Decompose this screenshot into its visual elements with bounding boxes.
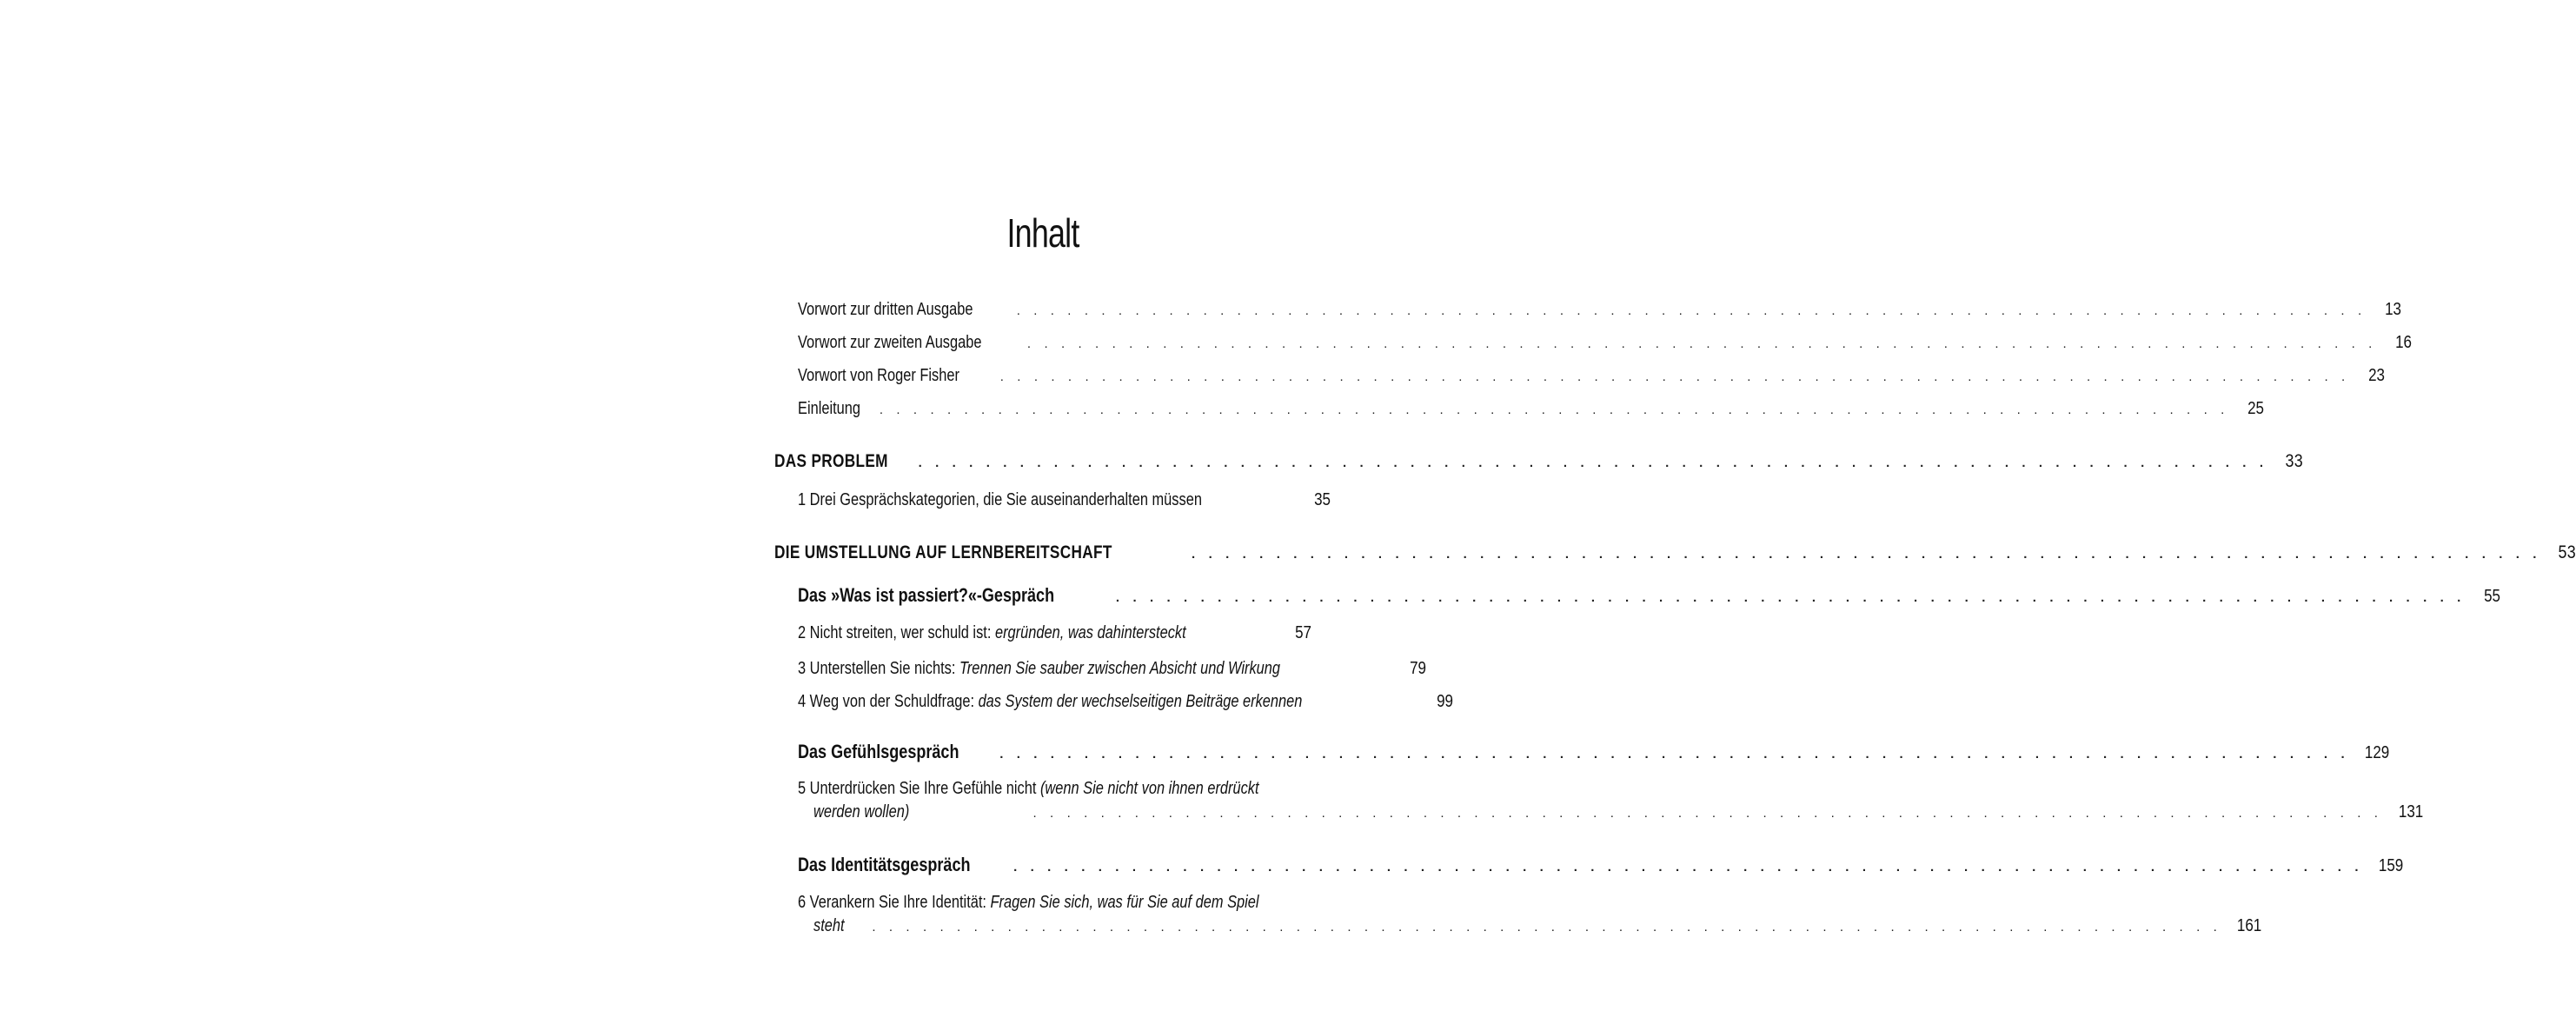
toc-page-number: 79 bbox=[1409, 659, 1426, 678]
chapter-title: 4 Weg von der Schuldfrage: bbox=[798, 692, 979, 711]
toc-entry-label: 1 Drei Gesprächskategorien, die Sie auseinanderhalten müssen bbox=[798, 490, 1202, 509]
toc-chapter[interactable] bbox=[798, 655, 1426, 680]
toc-entry-label: Vorwort von Roger Fisher bbox=[798, 366, 959, 385]
dot-leader: . . . . . . . . . . . . . . . . . . . . . . . . . . . . . . . . . . . . . . . . . . . . . . . . . . . . . . . . . . . . . . . . . . . . . . . . . . . . . . . . bbox=[872, 920, 2222, 935]
toc-entry-label: Vorwort zur dritten Ausgabe bbox=[798, 300, 973, 319]
dot-leader: . . . . . . . . . . . . . . . . . . . . . . . . . . . . . . . . . . . . . . . . . . . . . . . . . . . . . . . . . . . . . . . . . . . . . . . . . . . . . . . . bbox=[1115, 590, 2466, 605]
toc-page-number: 99 bbox=[1436, 692, 1453, 711]
toc-entry[interactable] bbox=[798, 364, 2385, 387]
toc-entry-label bbox=[798, 690, 1302, 713]
chapter-subtitle: Fragen Sie sich, was für Sie auf dem Spiel bbox=[990, 893, 1259, 912]
chapter-subtitle-cont: steht bbox=[813, 916, 845, 935]
toc-part-heading[interactable] bbox=[774, 450, 2303, 473]
toc-entry[interactable] bbox=[798, 331, 2412, 354]
dot-leader: . . . . . . . . . . . . . . . . . . . . . . . . . . . . . . . . . . . . . . . . . . . . . . . . . . . . . . . . . . . . . . . . . . . . . . . . . . . . . . . . bbox=[918, 456, 2268, 470]
chapter-title: 3 Unterstellen Sie nichts: bbox=[798, 659, 959, 678]
dot-leader: . . . . . . . . . . . . . . . . . . . . . . . . . . . . . . . . . . . . . . . . . . . . . . . . . . . . . . . . . . . . . . . . . . . . . . . . . . . . . . . . bbox=[1192, 547, 2542, 562]
chapter-subtitle: Trennen Sie sauber zwischen Absicht und Wirkung bbox=[959, 659, 1281, 678]
toc-page-number: 131 bbox=[2398, 802, 2423, 821]
toc-chapter[interactable] bbox=[798, 777, 2423, 824]
toc-chapter[interactable] bbox=[798, 622, 1311, 644]
toc-page-number: 23 bbox=[2367, 366, 2385, 385]
toc-entry-label: Das »Was ist passiert?«-Gespräch bbox=[798, 584, 1055, 606]
dot-leader: . . . . . . . . . . . . . . . . . . . . . . . . . . . . . . . . . . . . . . . . . . . . . . . . . . . . . . . . . . . . . . . . . . . . . . . . . . . . . . . . bbox=[999, 369, 2350, 384]
toc-chapter-line bbox=[798, 801, 2423, 824]
chapter-title: 6 Verankern Sie Ihre Identität: bbox=[798, 893, 991, 912]
toc-entry-label: Einleitung bbox=[798, 399, 861, 418]
toc-section-heading[interactable] bbox=[798, 584, 2500, 608]
toc-page-number: 159 bbox=[2379, 856, 2404, 875]
toc-chapter-line bbox=[798, 891, 1305, 915]
toc-page-number: 161 bbox=[2237, 916, 2262, 935]
toc-part-heading[interactable] bbox=[774, 542, 2576, 564]
toc-page-number: 129 bbox=[2365, 743, 2390, 762]
toc-section-heading[interactable] bbox=[798, 741, 2390, 764]
toc-entry-label: DIE UMSTELLUNG AUF LERNBEREITSCHAFT bbox=[774, 542, 1112, 562]
toc-chapter[interactable] bbox=[798, 891, 2262, 938]
chapter-subtitle-cont: werden wollen) bbox=[813, 802, 910, 821]
toc-page-number: 16 bbox=[2395, 333, 2412, 352]
toc-entry-label bbox=[798, 622, 1186, 644]
toc-entry-label: DAS PROBLEM bbox=[774, 451, 888, 471]
toc-entry-label: Das Gefühlsgespräch bbox=[798, 741, 959, 762]
toc-chapter[interactable] bbox=[798, 688, 1453, 713]
chapter-title: 2 Nicht streiten, wer schuld ist: bbox=[798, 623, 995, 642]
toc-page-number: 25 bbox=[2247, 399, 2264, 418]
toc-entry[interactable] bbox=[798, 298, 2401, 321]
dot-leader: . . . . . . . . . . . . . . . . . . . . . . . . . . . . . . . . . . . . . . . . . . . . . . . . . . . . . . . . . . . . . . . . . . . . . . . . . . . . . . . . bbox=[1013, 860, 2364, 875]
dot-leader: . . . . . . . . . . . . . . . . . . . . . . . . . . . . . . . . . . . . . . . . . . . . . . . . . . . . . . . . . . . . . . . . . . . . . . . . . . . . . . . . bbox=[1016, 303, 2367, 318]
dot-leader: . . . . . . . . . . . . . . . . . . . . . . . . . . . . . . . . . . . . . . . . . . . . . . . . . . . . . . . . . . . . . . . . . . . . . . . . . . . . . . . . bbox=[1026, 336, 2377, 351]
chapter-subtitle: ergründen, was dahintersteckt bbox=[994, 623, 1186, 642]
toc-page-number: 53 bbox=[2558, 542, 2576, 562]
toc-page-number: 55 bbox=[2484, 587, 2500, 606]
dot-leader: . . . . . . . . . . . . . . . . . . . . . . . . . . . . . . . . . . . . . . . . . . . . . . . . . . . . . . . . . . . . . . . . . . . . . . . . . . . . . . . . bbox=[1032, 806, 2383, 821]
toc-page-number: 35 bbox=[1314, 490, 1331, 509]
toc-title: Inhalt bbox=[1006, 210, 1079, 256]
chapter-title: 5 Unterdrücken Sie Ihre Gefühle nicht bbox=[798, 779, 1040, 798]
toc-section-heading[interactable] bbox=[798, 854, 2404, 877]
chapter-subtitle: (wenn Sie nicht von ihnen erdrückt bbox=[1039, 779, 1259, 798]
toc-page-number: 33 bbox=[2285, 451, 2303, 471]
toc-entry-label bbox=[798, 777, 1259, 801]
toc-entry-label: Das Identitätsgespräch bbox=[798, 854, 971, 875]
toc-entry-label bbox=[798, 657, 1280, 680]
toc-entry-label bbox=[798, 891, 1259, 915]
dot-leader: . . . . . . . . . . . . . . . . . . . . . . . . . . . . . . . . . . . . . . . . . . . . . . . . . . . . . . . . . . . . . . . . . . . . . . . . . . . . . . . . bbox=[879, 402, 2229, 417]
toc-entry-label: Vorwort zur zweiten Ausgabe bbox=[798, 333, 982, 352]
toc-chapter-line bbox=[798, 915, 2262, 938]
dot-leader: . . . . . . . . . . . . . . . . . . . . . . . . . . . . . . . . . . . . . . . . . . . . . . . . . . . . . . . . . . . . . . . . . . . . . . . . . . . . . . . . bbox=[999, 747, 2350, 762]
toc-entry[interactable] bbox=[798, 397, 2264, 420]
toc-chapter[interactable] bbox=[798, 489, 1331, 511]
toc-page-number: 57 bbox=[1294, 623, 1311, 642]
chapter-subtitle: das System der wechselseitigen Beiträge erkennen bbox=[978, 692, 1303, 711]
toc-page-number: 13 bbox=[2384, 300, 2401, 319]
toc-chapter-line bbox=[798, 777, 1305, 801]
